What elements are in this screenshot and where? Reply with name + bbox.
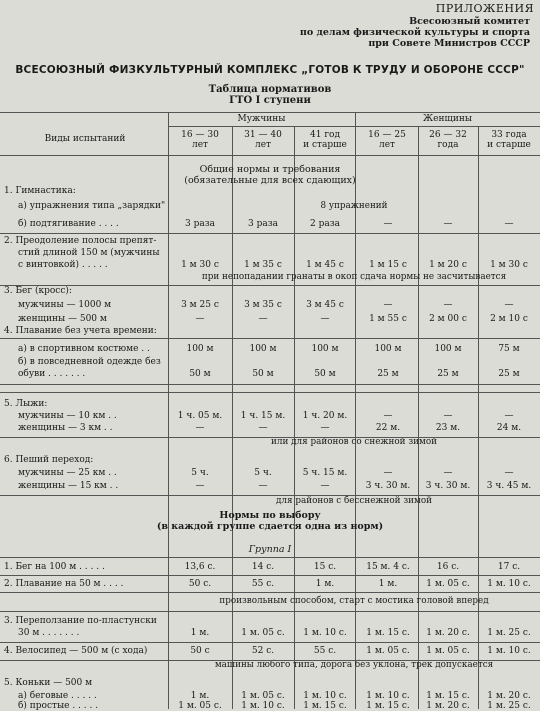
table-cell: 1 м. 10 с. [487,579,531,589]
table-cell: — [320,314,330,324]
group-heading: Группа I [248,544,292,555]
table-cell: 100 м [186,344,214,354]
col-w2-header [419,130,477,150]
table-cell: 2 раза [310,219,340,229]
col-m3-header [295,130,355,150]
table-cell: 1 м. 20 с. [426,628,470,638]
choice-section-title: Нормы по выбору [219,510,321,521]
org-line-2: по делам физической культуры и спорта [299,27,530,38]
col-m2-header [233,130,293,150]
table-cell: — [504,411,514,421]
event-label: 5. Лыжи: [4,399,48,409]
table-cell: — [195,423,205,433]
event-label: мужчины — 25 км . . [18,468,117,478]
table-cell: 3 ч. 30 м. [365,481,411,491]
general-section-title: Общие нормы и требования [199,164,341,175]
table-cell: 1 м. 15 с. [366,701,410,711]
table-cell: — [443,468,453,478]
table-cell: 1 м 55 с [369,314,407,324]
event-label: 2. Преодоление полосы препят- [4,236,157,246]
table-cell: — [383,219,393,229]
table-cell: 3 ч. 45 м. [486,481,532,491]
table-cell: 1 м. 15 с. [303,701,347,711]
table-subtitle-line: ГТО I ступени [229,95,311,106]
row-rule [0,285,540,286]
event-label: мужчины — 1000 м [18,300,112,310]
event-label: стий длиной 150 м (мужчины [18,248,160,258]
table-cell: 1 м 15 с [369,260,407,270]
table-cell: 1 м. [378,579,398,589]
general-section-heading [0,164,540,186]
table-cell: 100 м [434,344,462,354]
table-cell: 25 м [437,369,459,379]
event-label: обуви . . . . . . . [18,369,86,379]
table-cell: 1 м. 05 с. [241,628,285,638]
table-cell: 55 с. [251,579,275,589]
table-cell: — [320,423,330,433]
table-cell: 3 м 45 с [306,300,344,310]
event-label: б) подтягивание . . . . [18,219,119,229]
table-cell: 50 с [190,646,210,656]
table-cell: — [195,481,205,491]
table-cell: 24 м. [496,423,522,433]
event-label: 4. Велосипед — 500 м (с хода) [4,646,148,656]
row-note: при непопадании гранаты в окоп сдача нормы не засчитывается [201,272,507,282]
col-m3-line1: 41 год [310,130,340,140]
col-w3-header [479,130,539,150]
row-note: или для районов со снежной зимой [271,437,437,447]
col-w1-line1: 16 — 25 [368,130,406,140]
table-cell: 50 м [189,369,211,379]
row-rule [0,338,540,339]
row-note: произвольным способом, старт с мостика головой вперед [219,596,489,606]
event-label: 6. Пеший переход: [4,455,94,465]
table-cell: — [383,411,393,421]
women-header: Женщины [423,114,472,124]
choice-section-heading [0,510,540,532]
table-cell: 50 м [314,369,336,379]
table-cell: 1 ч. 20 м. [302,411,348,421]
table-cell: 1 м. 10 с. [366,691,410,701]
col-w2-line2: года [437,140,459,150]
table-cell: 75 м [498,344,520,354]
row-rule [0,384,540,385]
table-cell: 13,6 с. [184,562,216,572]
event-label: женщины — 15 км . . [18,481,119,491]
table-cell: 50 м [252,369,274,379]
row-rule [0,233,540,234]
table-cell: — [258,423,268,433]
table-cell: 100 м [249,344,277,354]
table-cell: — [443,411,453,421]
header-bottom-rule [0,155,540,156]
document-title: ВСЕСОЮЗНЫЙ ФИЗКУЛЬТУРНЫЙ КОМПЛЕКС „ГОТОВ К ТРУДУ И ОБОРОНЕ СССР" [15,64,525,76]
table-cell: 2 м 10 с [490,314,528,324]
event-label: а) беговые . . . . . [18,691,97,701]
table-cell: 55 с. [313,646,337,656]
table-cell: 1 м. 25 с. [487,628,531,638]
table-cell: 1 м. 10 с. [303,628,347,638]
row-rule [0,437,540,438]
table-cell: — [443,219,453,229]
table-cell: 17 с. [497,562,521,572]
row-rule [0,575,540,576]
table-cell: 16 с. [436,562,460,572]
table-cell: 1 м. 20 с. [426,701,470,711]
org-line-3: при Совете Министров СССР [368,38,530,49]
table-cell: 50 с. [188,579,212,589]
table-cell: 1 м. 10 с. [241,701,285,711]
row-rule [0,392,540,393]
row-rule [0,611,540,612]
col-w3-line2: и старше [487,140,531,150]
table-cell: 1 м. 05 с. [426,646,470,656]
table-cell: 1 м. 15 с. [426,691,470,701]
table-cell: 3 раза [248,219,278,229]
table-cell: 25 м [498,369,520,379]
row-rule [0,592,540,593]
table-cell: 1 ч. 15 м. [240,411,286,421]
table-cell: 3 раза [185,219,215,229]
table-cell: 3 ч. 30 м. [425,481,471,491]
table-cell: 1 м. [315,579,335,589]
event-label: 30 м . . . . . . . [18,628,80,638]
appendix-label: ПРИЛОЖЕНИЯ [435,2,534,15]
table-cell: — [258,481,268,491]
org-block [300,16,530,49]
table-cell: — [195,314,205,324]
table-cell: 15 м. 4 с. [366,562,410,572]
header-top-rule [0,112,540,113]
col-w2-line1: 26 — 32 [429,130,467,140]
event-label: женщины — 500 м [18,314,107,324]
col-m1-line1: 16 — 30 [181,130,219,140]
row-rule [0,495,540,496]
table-title-line: Таблица нормативов [208,84,332,95]
col-m1-line2: лет [191,140,209,150]
table-cell: 1 м. [190,628,210,638]
table-cell: — [443,300,453,310]
table-cell: 100 м [311,344,339,354]
table-cell: — [258,314,268,324]
event-label: 5. Коньки — 500 м [4,678,93,688]
table-cell: — [504,468,514,478]
col-w1-line2: лет [378,140,396,150]
table-cell: 1 м 45 с [306,260,344,270]
event-label: б) в повседневной одежде без [18,357,161,367]
table-cell: — [504,219,514,229]
table-cell: 1 м. 05 с. [426,579,470,589]
table-cell: 2 м 00 с [429,314,467,324]
table-cell: 1 м 30 с [490,260,528,270]
event-label: 2. Плавание на 50 м . . . . [4,579,124,589]
table-cell: — [504,300,514,310]
col-m3-line2: и старше [303,140,347,150]
row-rule [0,642,540,643]
table-cell: 1 м. 10 с. [303,691,347,701]
table-cell: 1 м. 05 с. [241,691,285,701]
table-cell: 5 ч. [191,468,209,478]
event-label: мужчины — 10 км . . [18,411,117,421]
table-cell: 23 м. [435,423,461,433]
event-label: 3. Бег (кросс): [4,286,72,296]
table-cell: — [383,468,393,478]
table-cell: 15 с. [313,562,337,572]
event-label: 3. Переползание по-пластунски [4,616,157,626]
events-header: Виды испытаний [44,134,126,144]
col-m2-line1: 31 — 40 [244,130,282,140]
table-cell: 1 м. 05 с. [178,701,222,711]
event-label: а) в спортивном костюме . . [18,344,150,354]
table-cell: 1 м 20 с [429,260,467,270]
col-w3-line1: 33 года [491,130,527,140]
event-label: а) упражнения типа „зарядки" [18,201,166,211]
table-cell: 1 м. [190,691,210,701]
event-label: 1. Гимнастика: [4,186,76,196]
table-cell: 1 м 35 с [244,260,282,270]
table-cell: — [320,481,330,491]
general-section-subtitle: (обязательные для всех сдающих) [184,175,356,186]
table-cell: 3 м 25 с [181,300,219,310]
row-note: для районов с бесснежной зимой [275,496,433,506]
row-rule [0,660,540,661]
event-label: 4. Плавание без учета времени: [4,326,157,336]
table-cell: 1 ч. 05 м. [177,411,223,421]
col-m1-header [170,130,230,150]
table-cell: 52 с. [251,646,275,656]
event-label: 1. Бег на 100 м . . . . . [4,562,105,572]
choice-section-subtitle: (в каждой группе сдается одна из норм) [156,521,384,532]
col-m2-line2: лет [254,140,272,150]
table-title [0,84,540,106]
table-cell: 1 м. 10 с. [487,646,531,656]
table-cell: 5 ч. 15 м. [302,468,348,478]
row-rule [0,557,540,558]
header-mid-rule [168,126,540,127]
table-cell: — [383,300,393,310]
table-cell: 3 м 35 с [244,300,282,310]
table-cell: 1 м. 20 с. [487,691,531,701]
table-cell: 1 м. 15 с. [366,628,410,638]
event-label: б) простые . . . . . [18,701,99,711]
table-cell: 1 м 30 с [181,260,219,270]
table-cell: 22 м. [375,423,401,433]
org-line-1: Всесоюзный комитет [409,16,530,27]
col-w1-header [357,130,417,150]
table-cell: 25 м [377,369,399,379]
row-note: машины любого типа, дорога без уклона, трек допускается [214,660,494,670]
span-value: 8 упражнений [320,201,388,211]
men-header: Мужчины [237,114,286,124]
table-cell: 5 ч. [254,468,272,478]
table-cell: 1 м. 25 с. [487,701,531,711]
table-cell: 100 м [374,344,402,354]
event-label: женщины — 3 км . . [18,423,113,433]
event-label: с винтовкой) . . . . . [18,260,108,270]
table-cell: 14 с. [251,562,275,572]
table-cell: 1 м. 05 с. [366,646,410,656]
